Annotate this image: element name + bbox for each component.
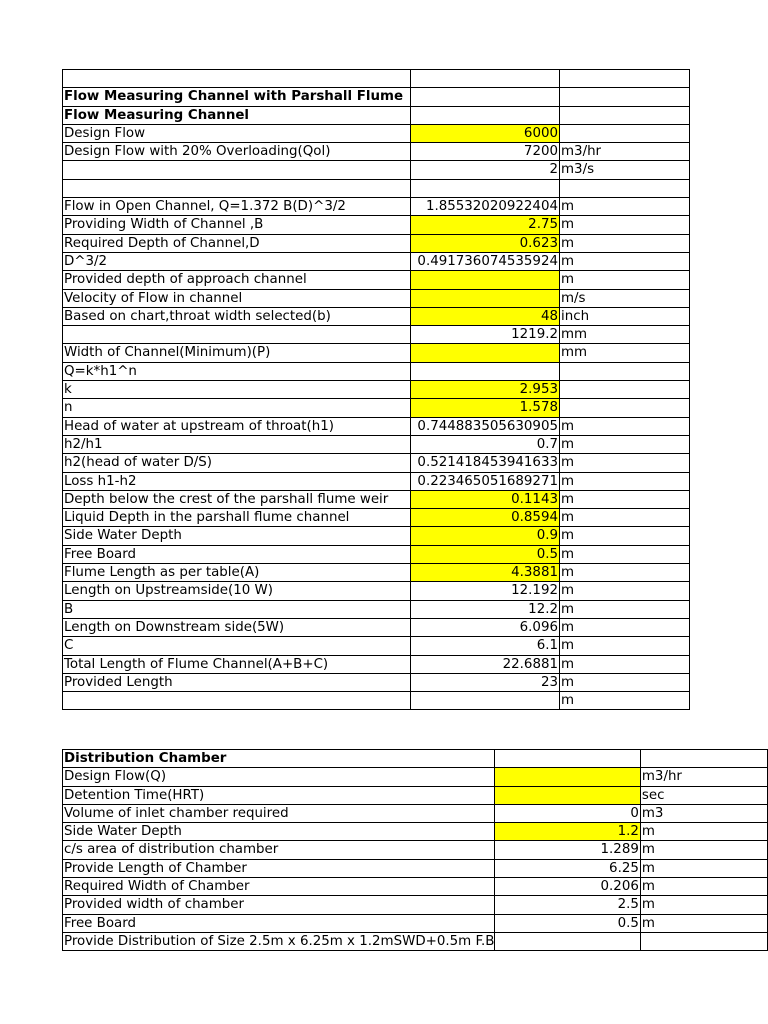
table-row — [63, 326, 690, 344]
unit-cell[interactable] — [560, 106, 690, 124]
table-row — [63, 804, 768, 822]
value-cell[interactable]: 0.491736074535924 — [411, 252, 560, 270]
unit-cell[interactable]: m — [560, 655, 690, 673]
table-row — [63, 106, 690, 124]
table-row — [63, 271, 690, 289]
unit-cell[interactable]: inch — [560, 307, 690, 325]
value-cell[interactable]: 4.3881 — [411, 564, 560, 582]
unit-cell[interactable]: m — [640, 878, 767, 896]
label-cell[interactable]: Q=k*h1^n — [63, 362, 411, 380]
table-row — [63, 216, 690, 234]
unit-cell[interactable]: mm — [560, 326, 690, 344]
value-cell[interactable]: 0.744883505630905 — [411, 417, 560, 435]
table-row — [63, 234, 690, 252]
value-cell[interactable]: 0.9 — [411, 527, 560, 545]
table-row — [63, 124, 690, 142]
unit-cell[interactable]: m — [560, 692, 690, 710]
value-cell[interactable]: 0.223465051689271 — [411, 472, 560, 490]
unit-cell[interactable]: m — [560, 582, 690, 600]
value-cell[interactable]: 22.6881 — [411, 655, 560, 673]
table-row — [63, 878, 768, 896]
table-row — [63, 362, 690, 380]
unit-cell[interactable]: m — [640, 896, 767, 914]
table-row — [63, 750, 768, 768]
value-cell[interactable] — [495, 750, 640, 768]
label-cell[interactable]: Side Water Depth — [63, 527, 411, 545]
value-cell[interactable] — [411, 179, 560, 197]
unit-cell[interactable]: m — [560, 509, 690, 527]
table-row — [63, 932, 768, 950]
label-cell[interactable]: Width of Channel(Minimum)(P) — [63, 344, 411, 362]
label-cell[interactable] — [63, 70, 411, 88]
label-cell[interactable] — [63, 179, 411, 197]
value-cell[interactable] — [411, 692, 560, 710]
label-cell[interactable]: Side Water Depth — [63, 823, 495, 841]
label-cell[interactable]: Loss h1-h2 — [63, 472, 411, 490]
value-cell[interactable]: 0 — [495, 804, 640, 822]
table-row — [63, 454, 690, 472]
unit-cell[interactable]: m/s — [560, 289, 690, 307]
table-row — [63, 472, 690, 490]
label-cell[interactable] — [63, 161, 411, 179]
table-row — [63, 490, 690, 508]
label-cell[interactable]: Provide Distribution of Size 2.5m x 6.25m x 1.2mSWD+0.5m F.B — [64, 933, 495, 949]
label-cell[interactable]: C — [63, 637, 411, 655]
table-row — [63, 381, 690, 399]
label-cell[interactable]: Depth below the crest of the parshall flume weir — [63, 490, 411, 508]
label-cell[interactable]: Liquid Depth in the parshall flume channel — [63, 509, 411, 527]
unit-cell[interactable] — [560, 70, 690, 88]
table-row — [63, 582, 690, 600]
unit-cell[interactable]: m — [560, 417, 690, 435]
unit-cell[interactable]: m — [560, 618, 690, 636]
label-cell[interactable]: Detention Time(HRT) — [63, 786, 495, 804]
label-cell[interactable]: Velocity of Flow in channel — [63, 289, 411, 307]
table-row — [63, 692, 690, 710]
unit-cell[interactable]: m — [560, 564, 690, 582]
label-cell[interactable]: Provided width of chamber — [63, 896, 495, 914]
label-cell[interactable]: Distribution Chamber — [63, 750, 495, 768]
unit-cell[interactable]: sec — [640, 786, 767, 804]
value-cell[interactable]: 1.2 — [495, 823, 640, 841]
label-cell[interactable]: Length on Downstream side(5W) — [63, 618, 411, 636]
table-row — [63, 914, 768, 932]
value-cell[interactable]: 0.623 — [411, 234, 560, 252]
value-cell[interactable] — [411, 344, 560, 362]
label-cell[interactable]: Required Width of Chamber — [63, 878, 495, 896]
table-row — [63, 527, 690, 545]
unit-cell[interactable] — [560, 399, 690, 417]
table-row — [63, 545, 690, 563]
unit-cell[interactable]: m — [560, 472, 690, 490]
value-cell[interactable] — [411, 70, 560, 88]
label-cell[interactable]: Based on chart,throat width selected(b) — [63, 307, 411, 325]
flume-table — [62, 69, 690, 710]
value-cell[interactable] — [495, 768, 640, 786]
value-cell[interactable]: 1.289 — [495, 841, 640, 859]
value-cell[interactable]: 48 — [411, 307, 560, 325]
table-row — [63, 70, 690, 88]
value-cell[interactable]: 2 — [411, 161, 560, 179]
label-cell[interactable]: Provided depth of approach channel — [63, 271, 411, 289]
unit-cell[interactable]: m3 — [640, 804, 767, 822]
table-row — [63, 823, 768, 841]
label-cell[interactable]: k — [63, 381, 411, 399]
table-row — [63, 655, 690, 673]
unit-cell[interactable]: m — [640, 914, 767, 932]
value-cell[interactable] — [411, 362, 560, 380]
table-row — [63, 509, 690, 527]
unit-cell[interactable]: m — [640, 823, 767, 841]
unit-cell[interactable]: m3/s — [560, 161, 690, 179]
value-cell[interactable] — [411, 106, 560, 124]
label-cell[interactable]: Provide Length of Chamber — [63, 859, 495, 877]
unit-cell[interactable]: m — [560, 527, 690, 545]
unit-cell[interactable]: m3/hr — [560, 143, 690, 161]
label-cell[interactable]: Flow Measuring Channel with Parshall Flume — [63, 88, 411, 106]
value-cell[interactable]: 2.953 — [411, 381, 560, 399]
value-cell[interactable] — [411, 88, 560, 106]
unit-cell[interactable] — [560, 362, 690, 380]
unit-cell[interactable]: m — [560, 234, 690, 252]
table-row — [63, 179, 690, 197]
label-cell[interactable]: c/s area of distribution chamber — [63, 841, 495, 859]
value-cell[interactable]: 0.206 — [495, 878, 640, 896]
unit-cell[interactable] — [560, 381, 690, 399]
label-cell[interactable]: Length on Upstreamside(10 W) — [63, 582, 411, 600]
label-cell[interactable] — [63, 326, 411, 344]
label-cell[interactable]: Design Flow with 20% Overloading(Qol) — [63, 143, 411, 161]
unit-cell[interactable] — [560, 88, 690, 106]
unit-cell[interactable] — [560, 124, 690, 142]
table-row — [63, 198, 690, 216]
table-row — [63, 417, 690, 435]
label-cell[interactable]: D^3/2 — [63, 252, 411, 270]
table-row — [63, 143, 690, 161]
unit-cell[interactable]: m — [640, 841, 767, 859]
unit-cell[interactable]: m — [560, 673, 690, 691]
value-cell[interactable]: 6.25 — [495, 859, 640, 877]
unit-cell[interactable]: m — [560, 490, 690, 508]
value-cell[interactable]: 0.8594 — [411, 509, 560, 527]
value-cell[interactable] — [411, 289, 560, 307]
value-cell[interactable]: 0.521418453941633 — [411, 454, 560, 472]
label-cell[interactable]: Free Board — [63, 545, 411, 563]
unit-cell[interactable]: m — [560, 216, 690, 234]
unit-cell[interactable]: m — [640, 859, 767, 877]
label-cell[interactable]: B — [63, 600, 411, 618]
value-cell[interactable] — [411, 271, 560, 289]
unit-cell[interactable]: m — [560, 454, 690, 472]
value-cell[interactable]: 1.85532020922404 — [411, 198, 560, 216]
label-cell[interactable]: Flume Length as per table(A) — [63, 564, 411, 582]
unit-cell[interactable] — [640, 750, 767, 768]
unit-cell[interactable] — [560, 179, 690, 197]
unit-cell[interactable]: m — [560, 545, 690, 563]
label-cell[interactable]: Design Flow(Q) — [63, 768, 495, 786]
unit-cell[interactable]: mm — [560, 344, 690, 362]
value-cell[interactable] — [495, 932, 640, 950]
label-cell[interactable]: Flow Measuring Channel — [63, 106, 411, 124]
table-row — [63, 896, 768, 914]
label-cell[interactable]: Provided Length — [63, 673, 411, 691]
table-row — [63, 435, 690, 453]
value-cell[interactable]: 1.578 — [411, 399, 560, 417]
table-row — [63, 88, 690, 106]
label-cell[interactable]: h2/h1 — [63, 435, 411, 453]
table-row — [63, 161, 690, 179]
value-cell[interactable]: 2.75 — [411, 216, 560, 234]
table-row — [63, 673, 690, 691]
unit-cell[interactable]: m — [560, 252, 690, 270]
unit-cell[interactable]: m — [560, 637, 690, 655]
table-row — [63, 600, 690, 618]
distribution-table — [62, 749, 768, 951]
table-row — [63, 564, 690, 582]
value-cell[interactable]: 1219.2 — [411, 326, 560, 344]
label-cell[interactable]: Required Depth of Channel,D — [63, 234, 411, 252]
label-cell[interactable] — [63, 692, 411, 710]
value-cell[interactable]: 0.1143 — [411, 490, 560, 508]
table-row — [63, 399, 690, 417]
label-cell[interactable]: Volume of inlet chamber required — [63, 804, 495, 822]
unit-cell[interactable]: m3/hr — [640, 768, 767, 786]
value-cell[interactable]: 0.5 — [495, 914, 640, 932]
unit-cell[interactable]: m — [560, 600, 690, 618]
flume-table-body — [63, 70, 690, 710]
table-row — [63, 786, 768, 804]
table-row — [63, 859, 768, 877]
table-row — [63, 289, 690, 307]
value-cell[interactable] — [495, 786, 640, 804]
label-cell[interactable]: Head of water at upstream of throat(h1) — [63, 417, 411, 435]
value-cell[interactable]: 12.2 — [411, 600, 560, 618]
label-cell[interactable]: Total Length of Flume Channel(A+B+C) — [63, 655, 411, 673]
label-cell[interactable]: h2(head of water D/S) — [63, 454, 411, 472]
unit-cell[interactable]: m — [560, 271, 690, 289]
table-row — [63, 841, 768, 859]
unit-cell[interactable]: m — [560, 198, 690, 216]
unit-cell[interactable] — [640, 932, 767, 950]
table-row — [63, 618, 690, 636]
table-row — [63, 637, 690, 655]
table-row — [63, 307, 690, 325]
table-row — [63, 768, 768, 786]
value-cell[interactable]: 6000 — [411, 124, 560, 142]
value-cell[interactable]: 6.1 — [411, 637, 560, 655]
label-cell[interactable]: Flow in Open Channel, Q=1.372 B(D)^3/2 — [63, 198, 411, 216]
value-cell[interactable]: 7200 — [411, 143, 560, 161]
label-cell[interactable]: Free Board — [63, 914, 495, 932]
distribution-table-body — [63, 750, 768, 951]
value-cell[interactable]: 2.5 — [495, 896, 640, 914]
value-cell[interactable]: 0.5 — [411, 545, 560, 563]
label-cell[interactable]: n — [63, 399, 411, 417]
label-cell[interactable]: Providing Width of Channel ,B — [63, 216, 411, 234]
label-cell[interactable]: Design Flow — [63, 124, 411, 142]
table-row — [63, 252, 690, 270]
value-cell[interactable]: 12.192 — [411, 582, 560, 600]
value-cell[interactable]: 6.096 — [411, 618, 560, 636]
value-cell[interactable]: 0.7 — [411, 435, 560, 453]
unit-cell[interactable]: m — [560, 435, 690, 453]
table-row — [63, 344, 690, 362]
value-cell[interactable]: 23 — [411, 673, 560, 691]
